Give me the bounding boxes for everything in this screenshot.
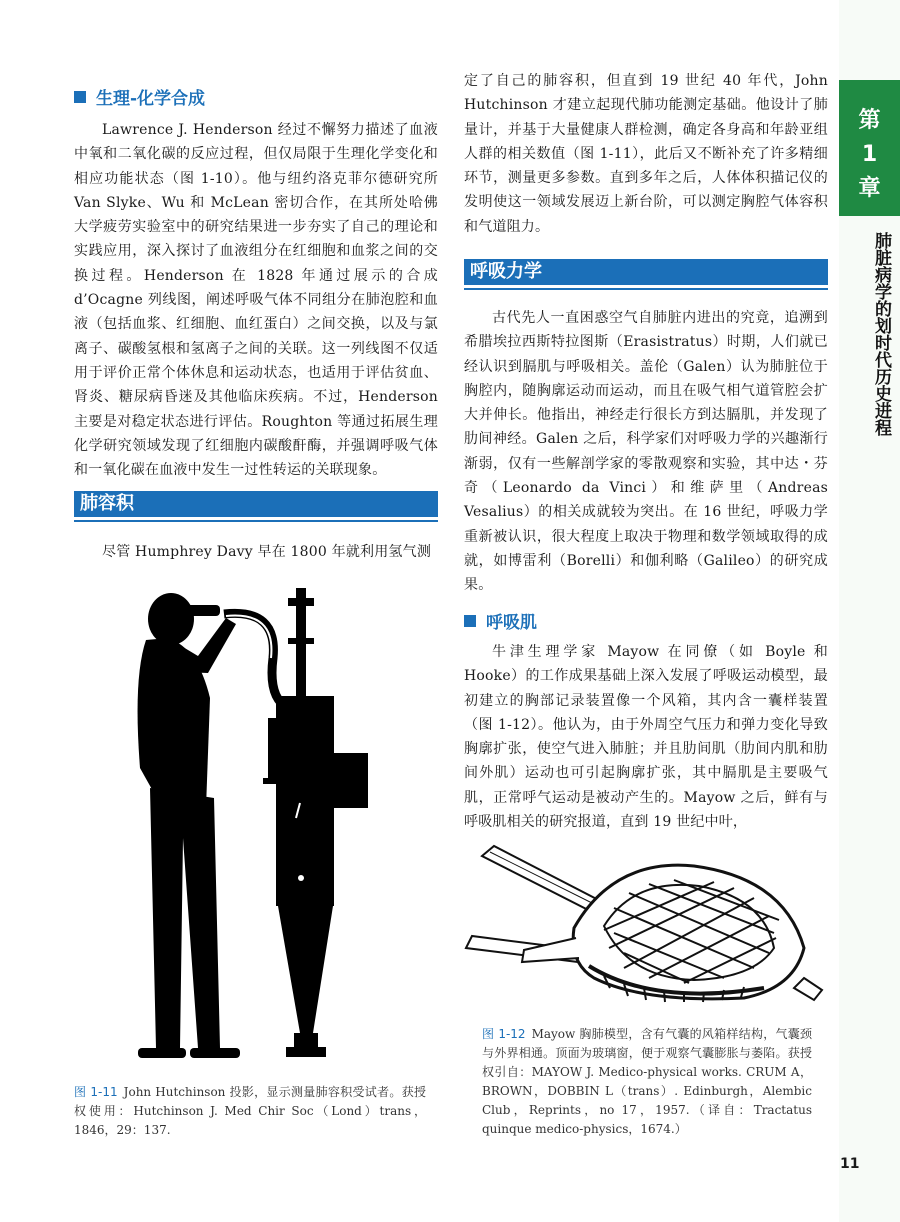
- paragraph-hutchinson: 定了自己的肺容积，但直到 19 世纪 40 年代，John Hutchinson 才建立起现代肺功能测定基础。他设计了肺量计，并基于大量健康人群检测，确定各身高和年龄亚组人群的相关数值（图 1-11），此后又不断补充了许多精细环节，测量更多参数。直到多年之后，人体体积描记仪的发明使这一领域发展迈上新台阶，可以测定胸腔气体容积和气道阻力。: [464, 73, 828, 235]
- paragraph-davy: 尽管 Humphrey Davy 早在 1800 年就利用氢气测: [102, 544, 432, 560]
- mayow-bellows-figure: [464, 838, 828, 1008]
- figure-label: 图 1-12: [482, 1027, 526, 1041]
- paragraph-mayow: 牛津生理学家 Mayow 在同僚（如 Boyle 和 Hooke）的工作成果基础上深入发展了呼吸运动模型，最初建立的胸部记录装置像一个风箱，其内含一囊样装置（图 1-12）。他认为，由于外周空气压力和弹力变化导致胸廓扩张，使空气进入肺脏；并且肋间肌（肋间内肌和肋间外肌）运动也可引起胸廓扩张，其中膈肌是主要吸气肌，正常呼气运动是被动产生的。Mayow 之后，鲜有与呼吸肌相关的研究报道，直到 19 世纪中叶，: [464, 644, 828, 831]
- bar-heading-text: 呼吸力学: [470, 261, 542, 282]
- chapter-suffix: 章: [858, 176, 881, 201]
- heading-square-icon: [74, 91, 86, 103]
- caption-text: John Hutchinson 投影，显示测量肺容积受试者。获授权使用：Hutchinson J. Med Chir Soc（Lond）trans，1846，29：137.: [74, 1085, 426, 1137]
- section-heading-physiochemical: [74, 84, 205, 109]
- chapter-prefix: 第: [858, 108, 881, 133]
- chapter-number-box: [839, 80, 900, 216]
- figure-1-12-caption: [482, 1025, 812, 1139]
- section-heading-respiratory-muscle: [464, 608, 537, 633]
- page-number: 11: [840, 1156, 860, 1172]
- paragraph-ancient: 古代先人一直困惑空气自肺脏内进出的究竟，追溯到希腊埃拉西斯特拉图斯（Erasistratus）时期，人们就已经认识到膈肌与呼吸相关。盖伦（Galen）认为肺脏位于胸腔内，随胸廓运动而运动，而且在吸气相气道管腔会扩大并伸长。他指出，神经走行很长方到达膈肌，并发现了肋间神经。Galen 之后，科学家们对呼吸力学的兴趣渐行渐弱，仅有一些解剖学家的零散观察和实验，其中达・芬奇（Leonardo da Vinci）和维萨里（Andreas Vesalius）的相关成就较为突出。在 16 世纪，呼吸力学重新被认识，很大程度上取决于物理和数学领域取得的成就，如博雷利（Borelli）和伽利略（Galileo）的研究成果。: [464, 310, 828, 594]
- bar-heading-text: 肺容积: [80, 493, 134, 514]
- section-bar-lung-volume: [74, 491, 438, 517]
- paragraph-henderson: Lawrence J. Henderson 经过不懈努力描述了血液中氧和二氧化碳的反应过程，但仅局限于生理化学变化和相应功能状态（图 1-10）。他与纽约洛克菲尔德研究所 Van Slyke、Wu 和 McLean 密切合作，在其所处哈佛大学疲劳实验室中的研究结果进一步夯实了自己的理论和实践应用，深入探讨了血液组分在红细胞和血浆之间的交换过程。Henderson 在 1828 年通过展示的合成 d’Ocagne 列线图，阐述呼吸气体不同组分在肺泡腔和血液（包括血浆、红细胞、血红蛋白）之间交换，以及与氯离子、碳酸氢根和氢离子之间的关联。这一列线图不仅适用于评价正常个体休息和运动状态，也适用于评估贫血、肾炎、糖尿病昏迷及其他临床疾病。不过，Henderson 主要是对稳定状态进行评估。Roughton 等通过拓展生理化学研究领域发现了红细胞内碳酸酐酶，并强调呼吸气体和一氧化碳在血液中发生一过性转运的关联现象。: [74, 122, 438, 479]
- figure-1-11-caption: [74, 1083, 426, 1140]
- section-bar-mechanics: [464, 259, 828, 285]
- heading-text: 呼吸肌: [486, 613, 537, 633]
- hutchinson-silhouette-figure: [128, 578, 398, 1073]
- heading-text: 生理-化学合成: [96, 89, 206, 109]
- chapter-title: 肺脏病学的划时代历史进程: [871, 232, 891, 436]
- caption-text: Mayow 胸肺模型，含有气囊的风箱样结构，气囊颈与外界相通。顶面为玻璃窗，便于观察气囊膨胀与萎陷。获授权引自：MAYOW J. Medico-physical works. CRUM A，BROWN，DOBBIN L（trans）. Edinburgh，Alembic Club，Reprints，no 17，1957.（译自：Tractatus quinque medico-physics，1674.）: [482, 1027, 812, 1136]
- heading-square-icon: [464, 615, 476, 627]
- figure-label: 图 1-11: [74, 1085, 118, 1099]
- chapter-number: 1: [861, 142, 878, 167]
